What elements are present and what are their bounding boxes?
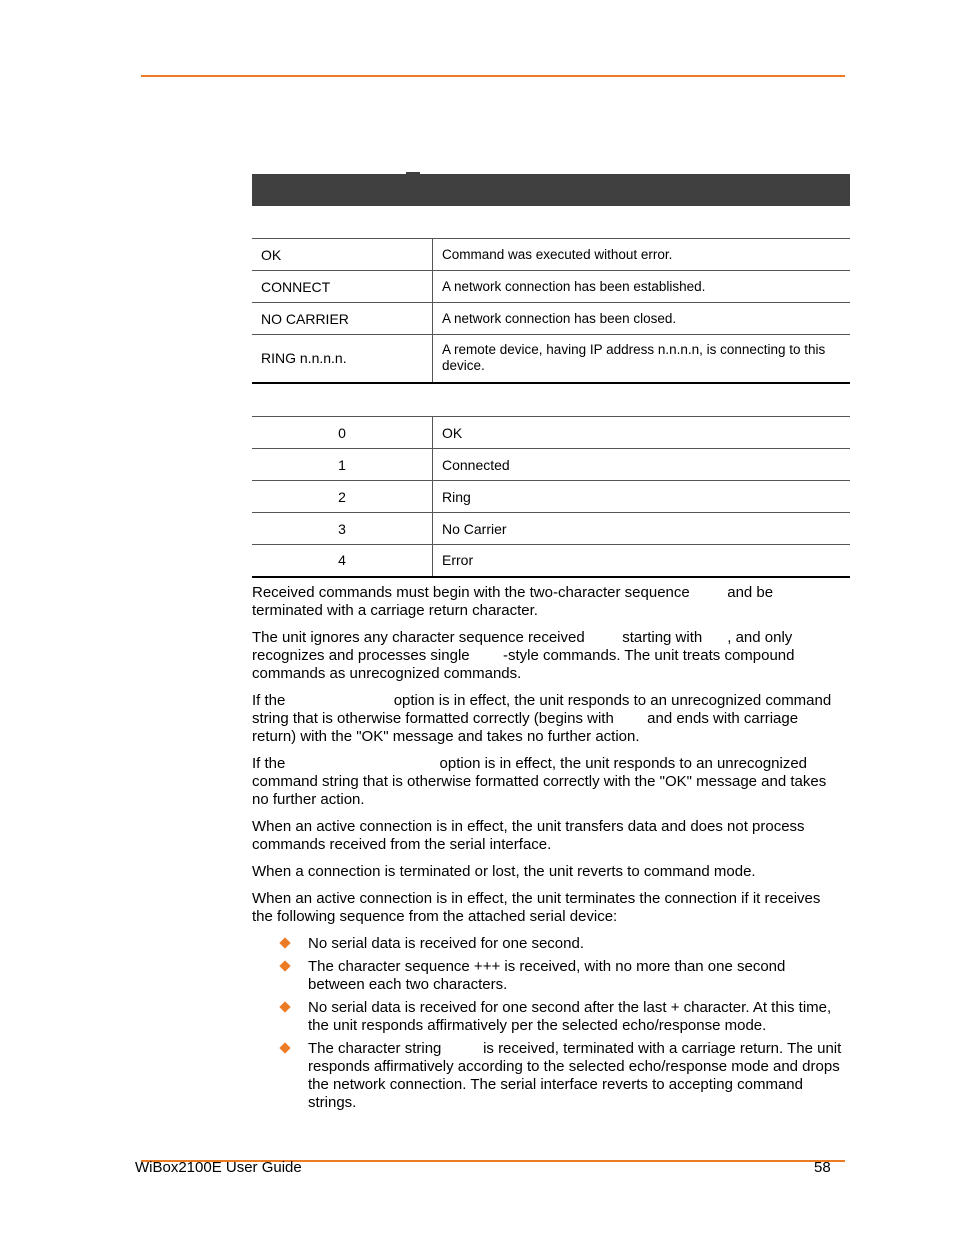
list-item bbox=[252, 1040, 846, 1112]
numeric-meaning: Error bbox=[433, 545, 851, 577]
numeric-code: 2 bbox=[252, 481, 433, 513]
table-row bbox=[252, 417, 850, 449]
diamond-bullet-icon bbox=[279, 937, 290, 948]
page-number: 58 bbox=[814, 1159, 831, 1176]
footer-title: WiBox2100E User Guide bbox=[135, 1159, 302, 1176]
response-description: A remote device, having IP address n.n.n.n, is connecting to this device. bbox=[433, 335, 851, 383]
header-rule bbox=[141, 75, 845, 77]
numeric-meaning: Connected bbox=[433, 449, 851, 481]
body-text bbox=[252, 584, 846, 1117]
table-row bbox=[252, 239, 850, 271]
response-description: A network connection has been closed. bbox=[433, 303, 851, 335]
response-code: RING n.n.n.n. bbox=[252, 335, 433, 383]
paragraph: The unit ignores any character sequence received starting with , and only recognizes and processes single -style commands. The unit treats compound commands as unrecognized commands. bbox=[252, 629, 799, 682]
numeric-meaning: Ring bbox=[433, 481, 851, 513]
termination-steps-list bbox=[252, 935, 846, 1112]
list-item-text: No serial data is received for one second. bbox=[308, 935, 584, 952]
response-description: A network connection has been established. bbox=[433, 271, 851, 303]
diamond-bullet-icon bbox=[279, 1001, 290, 1012]
list-item bbox=[252, 935, 842, 953]
table-row bbox=[252, 449, 850, 481]
paragraph: Received commands must begin with the two-character sequence and be terminated with a carriage return character. bbox=[252, 584, 778, 619]
numeric-response-table bbox=[252, 416, 850, 578]
numeric-code: 3 bbox=[252, 513, 433, 545]
list-item bbox=[252, 958, 842, 994]
paragraph: When a connection is terminated or lost, the unit reverts to command mode. bbox=[252, 863, 756, 880]
table-row bbox=[252, 545, 850, 577]
response-description: Command was executed without error. bbox=[433, 239, 851, 271]
response-code: NO CARRIER bbox=[252, 303, 433, 335]
paragraph: If the option is in effect, the unit responds to an unrecognized command string that is otherwise formatted correctly (begins with and ends with carriage return) with the "OK" message and takes no further action. bbox=[252, 692, 836, 745]
response-table bbox=[252, 238, 850, 384]
table-row bbox=[252, 335, 850, 383]
diamond-bullet-icon bbox=[279, 1042, 290, 1053]
numeric-code: 4 bbox=[252, 545, 433, 577]
paragraph: If the option is in effect, the unit responds to an unrecognized command string that is otherwise formatted correctly with the "OK" message and takes no further action. bbox=[252, 755, 831, 808]
numeric-meaning: OK bbox=[433, 417, 851, 449]
list-item-text: No serial data is received for one second after the last + character. At this time, the unit responds affirmatively per the selected echo/response mode. bbox=[308, 999, 836, 1034]
table-row bbox=[252, 271, 850, 303]
table-header-bar bbox=[252, 174, 850, 206]
numeric-meaning: No Carrier bbox=[433, 513, 851, 545]
table-row bbox=[252, 481, 850, 513]
numeric-code: 1 bbox=[252, 449, 433, 481]
diamond-bullet-icon bbox=[279, 960, 290, 971]
table-row bbox=[252, 513, 850, 545]
numeric-code: 0 bbox=[252, 417, 433, 449]
response-code: OK bbox=[252, 239, 433, 271]
list-item-text: The character string is received, terminated with a carriage return. The unit responds affirmatively according to the selected echo/response mode and drops the network connection. The serial interface reverts to accepting command strings. bbox=[308, 1040, 846, 1111]
table-row bbox=[252, 303, 850, 335]
list-item-text: The character sequence +++ is received, with no more than one second between each two characters. bbox=[308, 958, 790, 993]
paragraph: When an active connection is in effect, the unit terminates the connection if it receives the following sequence from the attached serial device: bbox=[252, 890, 825, 925]
paragraph: When an active connection is in effect, the unit transfers data and does not process commands received from the serial interface. bbox=[252, 818, 809, 853]
response-code: CONNECT bbox=[252, 271, 433, 303]
list-item bbox=[252, 999, 842, 1035]
